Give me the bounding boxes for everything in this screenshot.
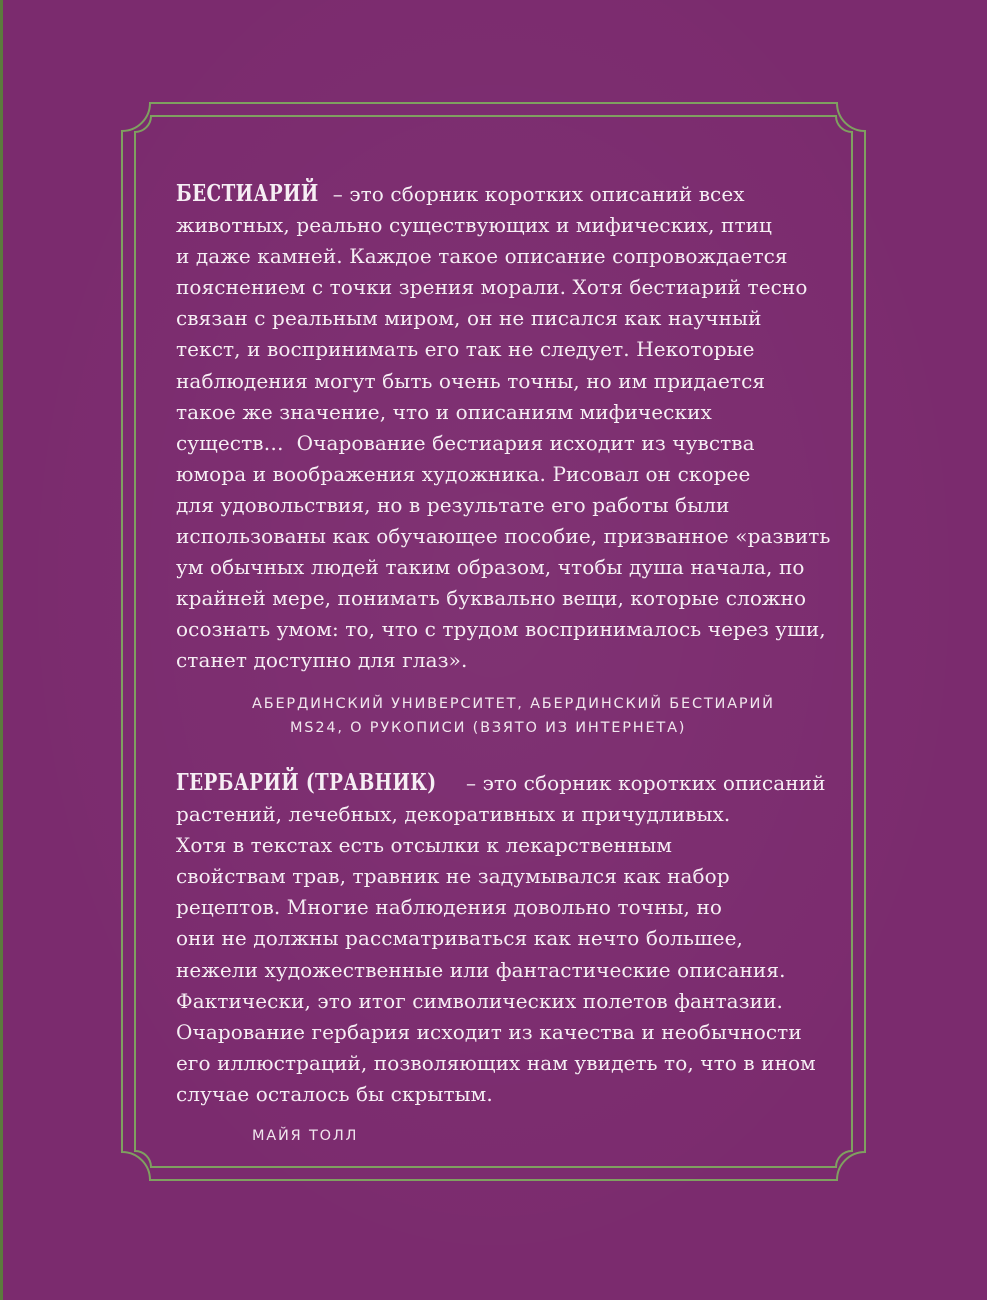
herbarium-first-line xyxy=(176,767,856,799)
herbarium-headword: ГЕРБАРИЙ (ТРАВНИК) xyxy=(176,769,437,796)
herbarium-line: нежели художественные или фантастические описания. xyxy=(176,957,786,982)
bestiary-paragraph xyxy=(176,178,856,677)
bestiary-line: животных, реально существующих и мифических, птиц xyxy=(176,213,773,238)
bestiary-line: такое же значение, что и описаниям мифических xyxy=(176,399,712,424)
bestiary-line: использованы как обучающее пособие, призванное «развить xyxy=(176,524,831,549)
bestiary-attribution-line1: АБЕРДИНСКИЙ УНИВЕРСИТЕТ, АБЕРДИНСКИЙ БЕСТИАРИЙ xyxy=(252,696,775,712)
herbarium-line: Очарование гербария исходит из качества и необычности xyxy=(176,1019,802,1044)
bestiary-line: существ… Очарование бестиария исходит из чувства xyxy=(176,430,755,455)
bestiary-line: и даже камней. Каждое такое описание сопровождается xyxy=(176,244,788,269)
bestiary-attribution-line2: MS24, О РУКОПИСИ (ВЗЯТО ИЗ ИНТЕРНЕТА) xyxy=(290,720,687,736)
bestiary-line: ум обычных людей таким образом, чтобы душа начала, по xyxy=(176,555,805,580)
bestiary-line: связан с реальным миром, он не писался как научный xyxy=(176,306,762,331)
bestiary-line: пояснением с точки зрения морали. Хотя бестиарий тесно xyxy=(176,275,808,300)
bestiary-first-line xyxy=(176,178,856,210)
herbarium-line: рецептов. Многие наблюдения довольно точны, но xyxy=(176,895,723,920)
herbarium-attribution: МАЙЯ ТОЛЛ xyxy=(252,1128,359,1144)
bestiary-line: наблюдения могут быть очень точны, но им придается xyxy=(176,368,766,393)
herbarium-paragraph xyxy=(176,767,856,1110)
bestiary-line: крайней мере, понимать буквально вещи, которые сложно xyxy=(176,586,807,611)
herbarium-line: свойствам трав, травник не задумывался как набор xyxy=(176,864,730,889)
bestiary-line: осознать умом: то, что с трудом воспринималось через уши, xyxy=(176,617,826,642)
herbarium-line: случае осталось бы скрытым. xyxy=(176,1081,493,1106)
herbarium-line: Хотя в текстах есть отсылки к лекарственным xyxy=(176,833,673,858)
bestiary-line: станет доступно для глаз». xyxy=(176,648,468,673)
herbarium-line: они не должны рассматриваться как нечто большее, xyxy=(176,926,743,951)
bestiary-line: юмора и воображения художника. Рисовал он скорее xyxy=(176,461,751,486)
herbarium-line: растений, лечебных, декоративных и причудливых. xyxy=(176,802,731,827)
herbarium-first-line-text: – это сборник коротких описаний xyxy=(459,771,826,795)
bestiary-headword: БЕСТИАРИЙ xyxy=(176,180,319,207)
herbarium-line: Фактически, это итог символических полетов фантазии. xyxy=(176,988,783,1013)
bestiary-line: текст, и воспринимать его так не следует. Некоторые xyxy=(176,337,755,362)
herbarium-line: его иллюстраций, позволяющих нам увидеть то, что в ином xyxy=(176,1050,816,1075)
bestiary-first-line-text: – это сборник коротких описаний всех xyxy=(326,182,745,206)
bestiary-line: для удовольствия, но в результате его работы были xyxy=(176,492,730,517)
